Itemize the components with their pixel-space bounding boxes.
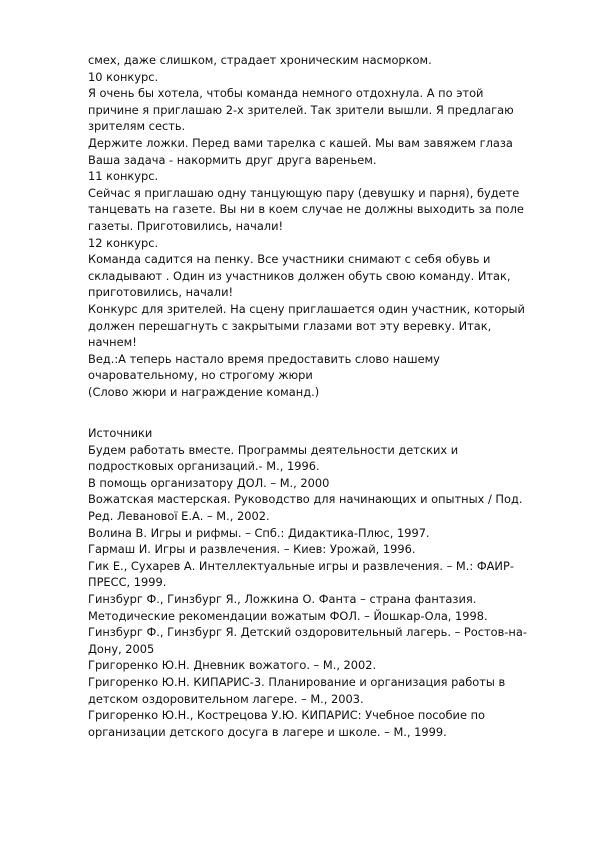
source-entry-line: Волина В. Игры и рифмы. – Спб.: Дидактика-Плюс, 1997. xyxy=(88,525,430,540)
sources-list xyxy=(88,425,558,740)
text-line: смех, даже слишком, страдает хроническим насморком. xyxy=(88,53,432,67)
source-entry-line: Будем работать вместе. Программы деятельности детских и xyxy=(88,442,459,457)
source-entry-line: организации детского досуга в лагере и школе. – М., 1999. xyxy=(88,724,447,739)
text-line: очаровательному, но строгому жюри xyxy=(88,368,313,383)
source-entry-line: Гик Е., Сухарев А. Интеллектуальные игры и развлечения. – М.: ФАИР- xyxy=(88,558,514,573)
source-entry-line: Гинзбург Ф., Гинзбург Я., Ложкина О. Фанта – страна фантазия. xyxy=(88,591,477,606)
text-line: Я очень бы хотела, чтобы команда немного отдохнула. А по этой xyxy=(88,86,484,101)
text-line: Ваша задача - накормить друг друга вареньем. xyxy=(88,152,377,167)
text-line: Держите ложки. Перед вами тарелка с кашей. Мы вам завяжем глаза xyxy=(88,135,513,150)
text-line: зрителям сесть. xyxy=(88,119,186,134)
source-entry-line: Григоренко Ю.Н. Дневник вожатого. – М., 2002. xyxy=(88,658,377,673)
text-line: складывают . Один из участников должен обуть свою команду. Итак, xyxy=(88,268,511,283)
text-line: приготовились, начали! xyxy=(88,285,234,300)
text-line: газеты. Приготовились, начали! xyxy=(88,218,284,233)
text-line: Сейчас я приглашаю одну танцующую пару (девушку и парня), будете xyxy=(88,185,520,200)
text-line: Вед.:А теперь настало время предоставить слово нашему xyxy=(88,351,440,366)
source-entry-line: Гармаш И. Игры и развлечения. – Киев: Урожай, 1996. xyxy=(88,542,416,557)
text-line: танцевать на газете. Вы ни в коем случае не должны выходить за поле xyxy=(88,202,524,217)
text-line: должен перешагнуть с закрытыми глазами вот эту веревку. Итак, xyxy=(88,318,492,333)
contest-heading: 10 конкурс. xyxy=(88,69,159,84)
source-entry-line: подростковых организаций.- М., 1996. xyxy=(88,459,320,474)
source-entry-line: детском оздоровительном лагере. – М., 2003. xyxy=(88,691,364,706)
source-entry-line: Григоренко Ю.Н. КИПАРИС-3. Планирование и организация работы в xyxy=(88,674,506,689)
contest-heading: 12 конкурс. xyxy=(88,235,159,250)
text-line: Команда садится на пенку. Все участники снимают с себя обувь и xyxy=(88,252,491,267)
source-entry-line: Дону, 2005 xyxy=(88,641,155,656)
text-line: причине я приглашаю 2-х зрителей. Так зрители вышли. Я предлагаю xyxy=(88,102,514,117)
text-line: Конкурс для зрителей. На сцену приглашается один участник, который xyxy=(88,301,525,316)
sources-heading: Источники xyxy=(88,426,153,440)
source-entry-line: Гинзбург Ф., Гинзбург Я. Детский оздоровительный лагерь. – Ростов-на- xyxy=(88,625,527,640)
text-line: начнем! xyxy=(88,335,137,350)
contest-heading: 11 конкурс. xyxy=(88,169,159,184)
source-entry-line: ПРЕСС, 1999. xyxy=(88,575,167,590)
source-entry-line: В помощь организатору ДОЛ. – М., 2000 xyxy=(88,475,330,490)
text-line: (Слово жюри и награждение команд.) xyxy=(88,384,320,399)
source-entry-line: Вожатская мастерская. Руководство для начинающих и опытных / Под. xyxy=(88,492,523,507)
source-entry-line: Григоренко Ю.Н., Кострецова У.Ю. КИПАРИС: Учебное пособие по xyxy=(88,708,485,723)
source-entry-line: Методические рекомендации вожатым ФОЛ. – Йошкар-Ола, 1998. xyxy=(88,608,488,623)
contest-script-text xyxy=(88,52,558,400)
source-entry-line: Ред. Леванової Е.А. – М., 2002. xyxy=(88,508,270,523)
